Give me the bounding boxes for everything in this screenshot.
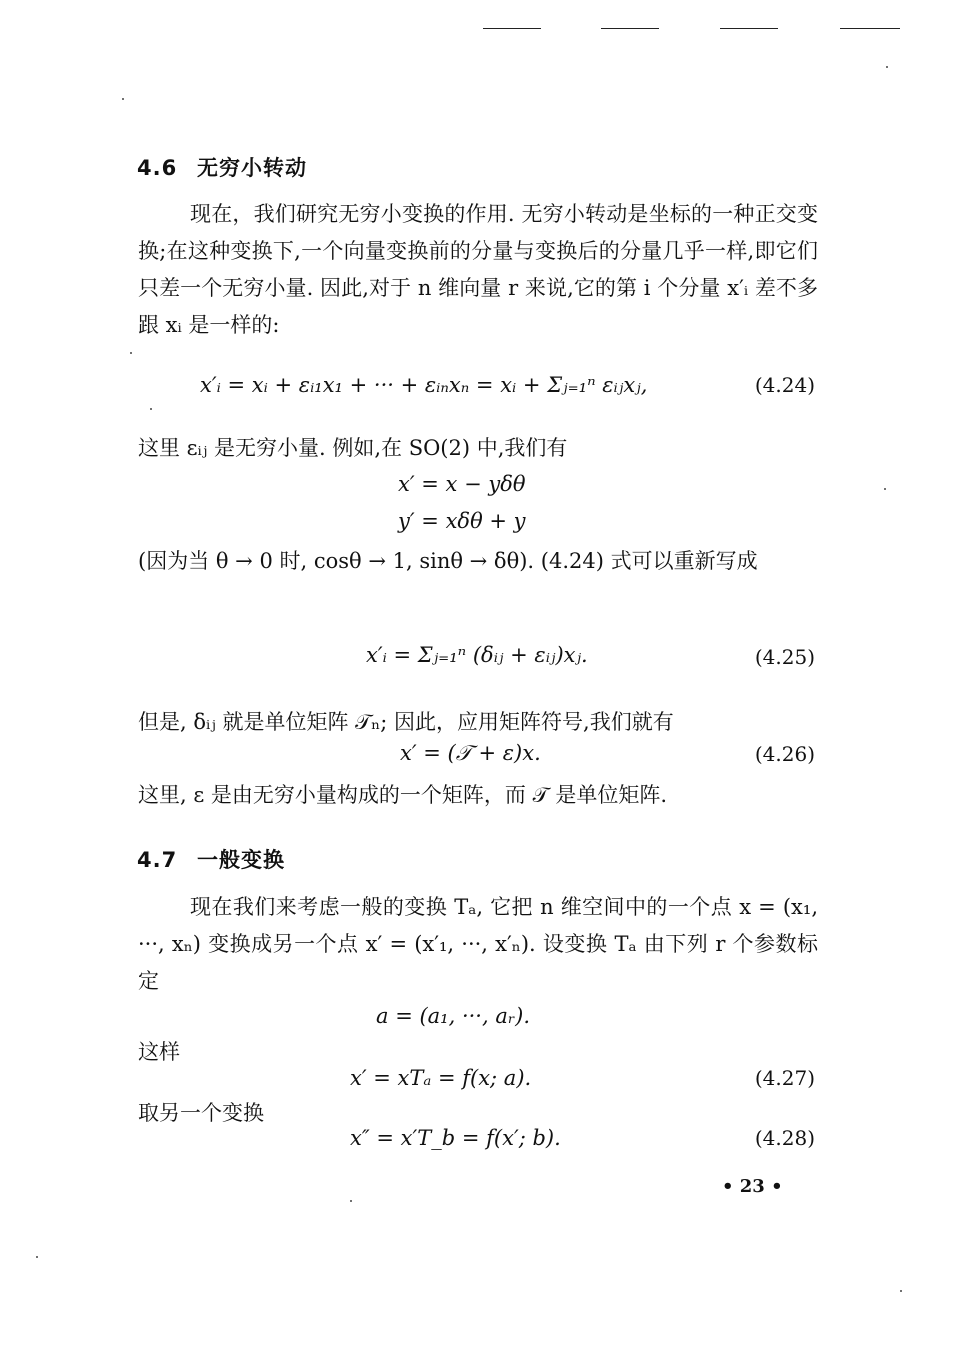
equation: x′ᵢ = Σⱼ₌₁ⁿ (δᵢⱼ + εᵢⱼ)xⱼ. — [366, 643, 588, 667]
scan-speck — [350, 1200, 352, 1202]
paragraph: 取另一个变换 — [138, 1101, 264, 1125]
paragraph: 现在，我们研究无穷小变换的作用. 无穷小转动是坐标的一种正交变换;在这种变换下,一个向量变换前的分量与变换后的分量几乎一样,即它们只差一个无穷小量. 因此,对于 n 维向量 r 来说,它的第 i 个分量 x′ᵢ 差不多跟 xᵢ 是一样的: — [138, 202, 818, 337]
scan-speck — [122, 98, 124, 100]
equation: x′ᵢ = xᵢ + εᵢ₁x₁ + ··· + εᵢₙxₙ = xᵢ + Σⱼ₌₁ⁿ εᵢⱼxⱼ, — [200, 373, 648, 397]
equation-number: (4.25) — [754, 645, 815, 669]
header-rule — [720, 28, 778, 29]
header-rule — [601, 28, 659, 29]
paragraph: 这里, ε 是由无穷小量构成的一个矩阵，而 𝒯 是单位矩阵. — [138, 783, 668, 807]
equation-number: (4.26) — [754, 742, 815, 766]
paragraph: 现在我们来考虑一般的变换 Tₐ, 它把 n 维空间中的一个点 x = (x₁, ···, xₙ) 变换成另一个点 x′ = (x′₁, ···, x′ₙ). 设变换 Tₐ 由下列 r 个参数标定 — [138, 895, 818, 993]
section-heading — [137, 152, 307, 182]
paragraph: 这样 — [138, 1040, 180, 1064]
scan-speck — [886, 66, 888, 68]
equation: y′ = xδθ + y — [398, 509, 526, 533]
section-title: 无穷小转动 — [197, 156, 307, 180]
paragraph: (因为当 θ → 0 时, cosθ → 1, sinθ → δθ). (4.24) 式可以重新写成 — [138, 549, 758, 573]
equation-number: (4.28) — [754, 1126, 815, 1150]
page-number: • 23 • — [722, 1176, 783, 1197]
equation: x′ = x − yδθ — [398, 472, 526, 496]
paragraph: 这里 εᵢⱼ 是无穷小量. 例如,在 SO(2) 中,我们有 — [138, 436, 568, 460]
equation-number: (4.27) — [754, 1066, 815, 1090]
equation: x′ = xTₐ = f(x; a). — [350, 1066, 532, 1090]
scan-speck — [900, 1290, 902, 1292]
equation: x″ = x′T_b = f(x′; b). — [350, 1126, 561, 1150]
equation: x′ = (𝒯 + ε)x. — [400, 741, 541, 765]
section-number: 4.7 — [137, 848, 178, 872]
paragraph: 但是, δᵢⱼ 就是单位矩阵 𝒯ₙ; 因此，应用矩阵符号,我们就有 — [138, 710, 674, 734]
equation-number: (4.24) — [754, 373, 815, 397]
scan-speck — [130, 352, 132, 354]
section-heading — [137, 844, 285, 874]
scan-speck — [884, 488, 886, 490]
header-rule — [840, 28, 900, 29]
header-rule — [483, 28, 541, 29]
scan-speck — [150, 408, 152, 410]
scan-speck — [36, 1256, 38, 1258]
section-title: 一般变换 — [197, 848, 285, 872]
equation: a = (a₁, ···, aᵣ). — [376, 1004, 531, 1028]
section-number: 4.6 — [137, 156, 178, 180]
